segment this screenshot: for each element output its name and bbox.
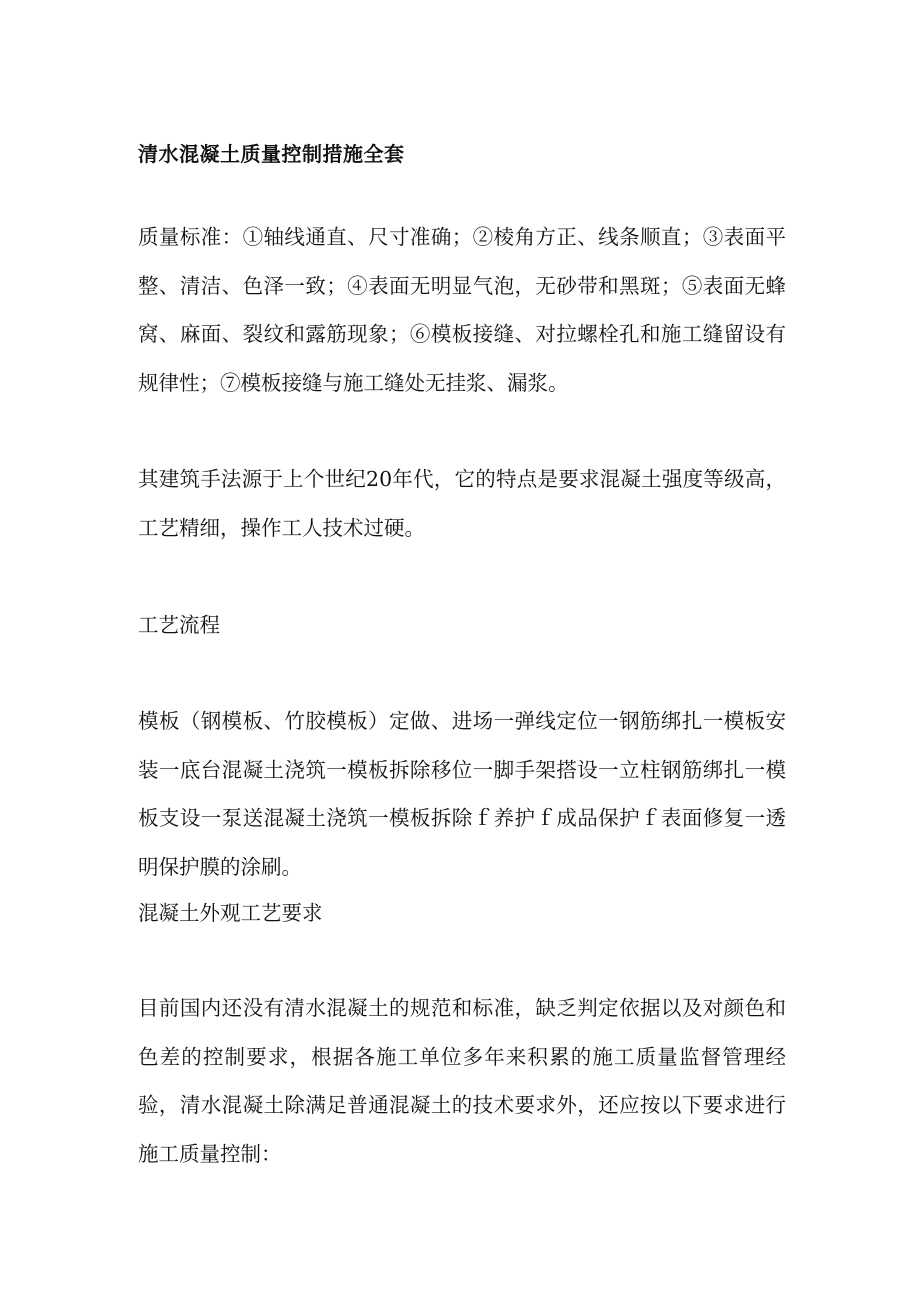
process-heading: 工艺流程	[138, 613, 220, 637]
history-paragraph: 其建筑手法源于上个世纪20年代，它的特点是要求混凝土强度等级高，工艺精细，操作工人技术过硬。	[138, 467, 786, 540]
document-title: 清水混凝土质量控制措施全套	[138, 142, 405, 166]
appearance-heading: 混凝土外观工艺要求	[138, 901, 323, 925]
appearance-paragraph: 目前国内还没有清水混凝土的规范和标准，缺乏判定依据以及对颜色和色差的控制要求，根据各施工单位多年来积累的施工质量监督管理经验，清水混凝土除满足普通混凝土的技术要求外，还应按以下要求进行施工质量控制：	[138, 996, 786, 1166]
process-flow-paragraph: 模板（钢模板、竹胶模板）定做、进场一弹线定位一钢筋绑扎一模板安装一底台混凝土浇筑一模板拆除移位一脚手架搭设一立柱钢筋绑扎一模板支设一泵送混凝土浇筑一模板拆除ｆ养护ｆ成品保护ｆ表面修复一透明保护膜的涂刷。	[138, 709, 786, 879]
quality-standard-paragraph: 质量标准：①轴线通直、尺寸准确；②棱角方正、线条顺直；③表面平整、清洁、色泽一致；④表面无明显气泡，无砂带和黑斑；⑤表面无蜂窝、麻面、裂纹和露筋现象；⑥模板接缝、对拉螺栓孔和施工缝留设有规律性；⑦模板接缝与施工缝处无挂浆、漏浆。	[138, 225, 786, 395]
